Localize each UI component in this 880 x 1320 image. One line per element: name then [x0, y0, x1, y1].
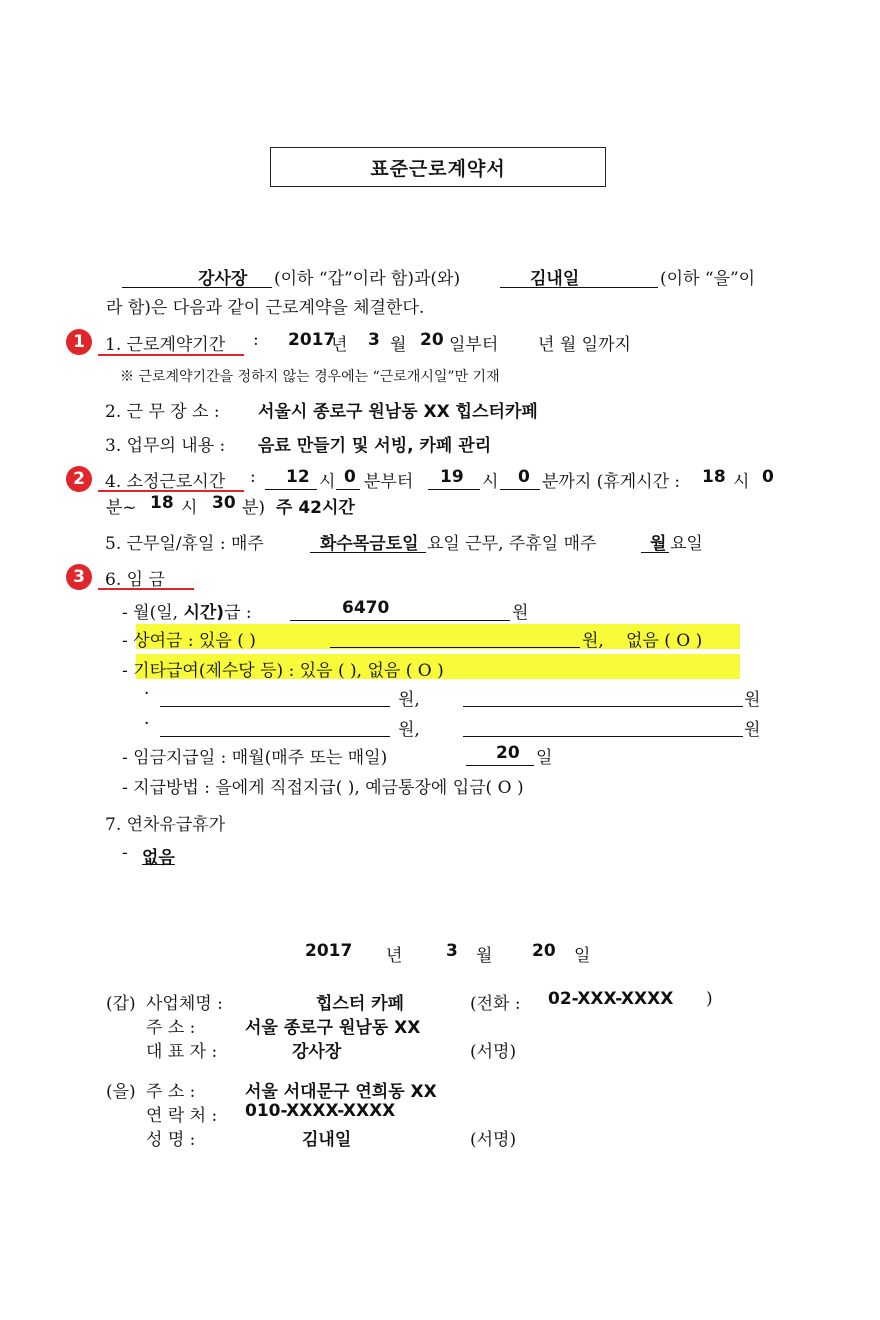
wage-value: 6470 [342, 598, 390, 618]
intro-text-1: (이하 “갑”이라 함)과(와) [274, 269, 461, 289]
start-hour: 12 [286, 467, 310, 487]
start-month: 3 [368, 330, 380, 350]
bonus-line: - 상여금 : 있음 ( ) [122, 631, 256, 651]
hour-unit: 시 [733, 472, 750, 492]
document-title: 표준근로계약서 [270, 147, 606, 187]
won-unit: 원 [744, 690, 761, 710]
day-unit: 일 [574, 946, 591, 966]
hour-unit: 시 [482, 472, 499, 492]
until-text: 분까지 (휴게시간 : [542, 472, 681, 492]
contract-period-note: ※ 근로계약기간을 정하지 않는 경우에는 “근로개시일”만 기재 [120, 369, 500, 385]
minute-tilde: 분~ [106, 498, 137, 518]
day-unit: 일 [536, 748, 553, 768]
duties-label: 3. 업무의 내용 : [105, 436, 226, 456]
bullet: · [144, 714, 150, 734]
intro-text-3: 라 함)은 다음과 같이 근로계약을 체결한다. [106, 298, 425, 318]
wage-label: 6. 임 금 [105, 570, 165, 590]
phone-close: ) [706, 989, 713, 1009]
working-hours-label: 4. 소정근로시간 [105, 472, 226, 492]
sign-year: 2017 [305, 941, 353, 961]
bullet: · [144, 684, 150, 704]
month-unit: 월 [390, 335, 407, 355]
year-unit: 년 [386, 946, 403, 966]
break-end-minute: 30 [212, 493, 236, 513]
employer-address-value: 서울 종로구 원남동 XX [245, 1018, 421, 1038]
annual-leave-label: 7. 연차유급휴가 [105, 815, 226, 835]
hour-unit: 시 [181, 498, 198, 518]
employee-name-value: 김내일 [302, 1130, 352, 1150]
won-unit: 원 [744, 720, 761, 740]
sign-day: 20 [532, 941, 556, 961]
badge-3: 3 [66, 564, 92, 590]
wage-bold: 시간) [183, 603, 225, 623]
minute-close: 분) [242, 498, 266, 518]
payday-value: 20 [496, 743, 520, 763]
work-days: 화수목금토일 [320, 534, 419, 554]
duties-value: 음료 만들기 및 서빙, 카페 관리 [258, 436, 492, 456]
from-text: 일부터 [449, 335, 499, 355]
workplace-value: 서울시 종로구 원남동 XX 힙스터카페 [258, 402, 538, 422]
biz-name-label: 사업체명 : [146, 994, 223, 1014]
phone-label: (전화 : [470, 994, 521, 1014]
colon: : [250, 467, 256, 487]
underline [265, 489, 317, 490]
weekly-hours: 주 42시간 [276, 498, 355, 518]
employer-signature: (서명) [470, 1042, 517, 1062]
hour-unit: 시 [319, 472, 336, 492]
employee-address-label: 주 소 : [146, 1082, 196, 1102]
employee-address-value: 서울 서대문구 연희동 XX [245, 1082, 437, 1102]
end-hour: 19 [440, 467, 464, 487]
phone-value: 02-XXX-XXXX [548, 989, 674, 1009]
contact-label: 연 락 처 : [146, 1106, 218, 1126]
weekly-holiday: 월 [650, 534, 667, 554]
break-start-minute: 0 [762, 467, 774, 487]
break-start-hour: 18 [702, 467, 726, 487]
start-day: 20 [420, 330, 444, 350]
red-underline-3 [98, 588, 194, 590]
from-text: 분부터 [364, 472, 414, 492]
underline [310, 552, 426, 553]
red-underline-1 [98, 354, 244, 356]
underline [641, 552, 669, 553]
bonus-none: 없음 ( O ) [626, 631, 703, 651]
underline [466, 765, 534, 766]
month-unit: 월 [476, 946, 493, 966]
won-unit: 원, [398, 720, 420, 740]
dash: - [122, 843, 128, 863]
employee-tag: (을) [106, 1082, 136, 1102]
underline [330, 647, 580, 648]
underline [500, 489, 540, 490]
underline [336, 489, 360, 490]
payment-method: - 지급방법 : 을에게 직접지급( ), 예금통장에 입금( O ) [122, 778, 524, 798]
other-pay-line: - 기타급여(제수당 등) : 있음 ( ), 없음 ( O ) [122, 661, 444, 681]
annual-leave-value: 없음 [142, 848, 175, 868]
biz-name-value: 힙스터 카페 [316, 994, 405, 1014]
underline [463, 736, 743, 737]
sign-month: 3 [446, 941, 458, 961]
employer-address-label: 주 소 : [146, 1018, 196, 1038]
workdays-label: 5. 근무일/휴일 : 매주 [105, 534, 264, 554]
underline [290, 620, 510, 621]
payday-label: - 임금지급일 : 매월(매주 또는 매일) [122, 748, 388, 768]
red-underline-2 [98, 490, 244, 492]
start-minute: 0 [344, 467, 356, 487]
employee-name: 김내일 [530, 269, 580, 289]
employer-name: 강사장 [198, 269, 248, 289]
intro-text-2: (이하 “을”이 [660, 269, 756, 289]
workplace-label: 2. 근 무 장 소 : [105, 402, 220, 422]
won-unit: 원 [512, 603, 529, 623]
employer-name-underline [122, 287, 272, 288]
won-unit: 원, [398, 690, 420, 710]
contract-period-label: 1. 근로계약기간 [105, 335, 226, 355]
underline [463, 706, 743, 707]
workdays-end-text: 요일 [670, 534, 703, 554]
employee-name-underline [500, 287, 658, 288]
underline [160, 706, 390, 707]
badge-2: 2 [66, 466, 92, 492]
workdays-mid-text: 요일 근무, 주휴일 매주 [427, 534, 597, 554]
end-date-text: 년 월 일까지 [538, 335, 631, 355]
representative-value: 강사장 [292, 1042, 342, 1062]
employer-tag: (갑) [106, 994, 136, 1014]
colon: : [253, 330, 259, 350]
contact-value: 010-XXXX-XXXX [245, 1101, 396, 1121]
break-end-hour: 18 [150, 493, 174, 513]
won-unit: 원, [582, 631, 604, 651]
end-minute: 0 [518, 467, 530, 487]
badge-1: 1 [66, 329, 92, 355]
wage-type-prefix [122, 598, 252, 623]
wage-prefix: - 월(일, [122, 603, 179, 623]
underline [160, 736, 390, 737]
employee-name-label: 성 명 : [146, 1130, 196, 1150]
start-year: 2017 [288, 330, 336, 350]
wage-suffix: 급 : [224, 603, 252, 623]
underline [428, 489, 480, 490]
representative-label: 대 표 자 : [146, 1042, 218, 1062]
employee-signature: (서명) [470, 1130, 517, 1150]
year-unit: 년 [331, 335, 348, 355]
